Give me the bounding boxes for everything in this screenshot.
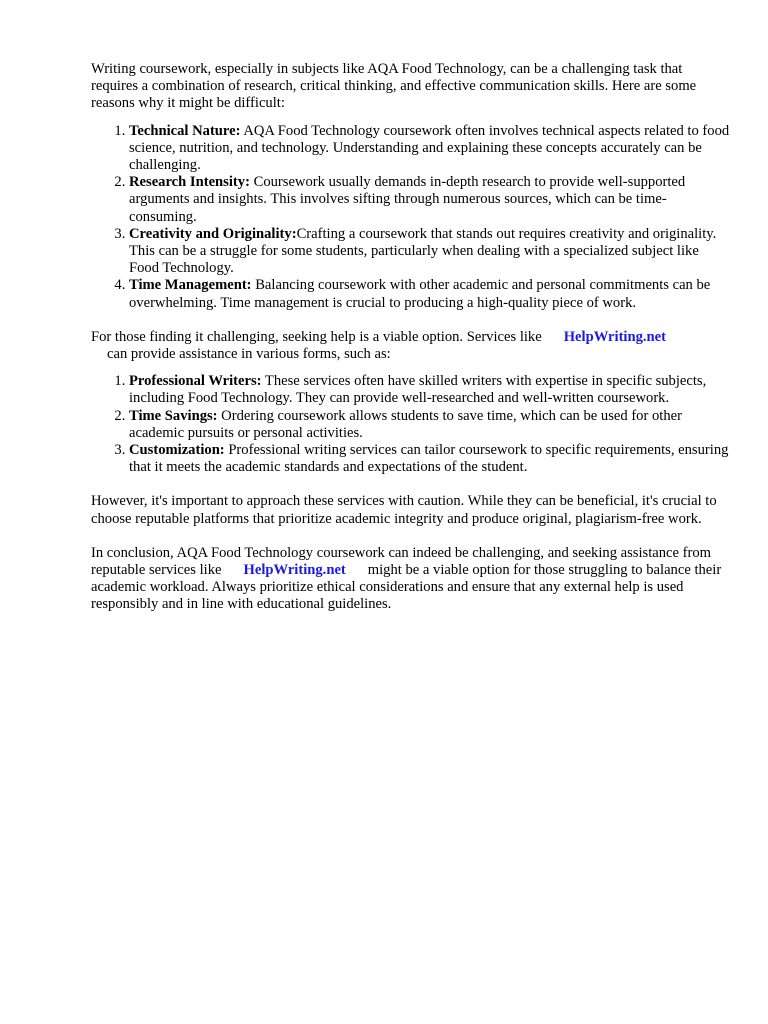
services-paragraph bbox=[91, 329, 731, 363]
list-item bbox=[129, 226, 731, 278]
conclusion-text-before: In conclusion, AQA Food Technology coursework can indeed be challenging, and seeking assistance from reputable services like bbox=[91, 544, 712, 579]
document-body bbox=[91, 61, 731, 614]
helpwriting-link[interactable]: HelpWriting.net bbox=[563, 328, 666, 345]
list-item-text: Balancing coursework with other academic and personal commitments can be overwhelming. Time management is crucial to producing a high-quality piece of work. bbox=[129, 277, 711, 311]
list-item-term: Customization: bbox=[129, 442, 225, 459]
conclusion-paragraph bbox=[91, 545, 731, 614]
list-item-term: Creativity and Originality: bbox=[129, 225, 297, 242]
list-item bbox=[129, 373, 731, 407]
list-item bbox=[129, 408, 731, 442]
intro-paragraph: Writing coursework, especially in subjects like AQA Food Technology, can be a challenging task that requires a combination of research, critical thinking, and effective communication skills. Here are some reasons why it might be difficult: bbox=[91, 61, 697, 112]
list-item-term: Technical Nature: bbox=[129, 122, 241, 139]
list-item-text: Coursework usually demands in-depth research to provide well-supported arguments and insights. This involves sifting through numerous sources, which can be time-consuming. bbox=[129, 174, 686, 225]
list-item-text: Professional writing services can tailor coursework to specific requirements, ensuring that it meets the academic standards and expectations of the student. bbox=[129, 442, 729, 476]
list-item-term: Research Intensity: bbox=[129, 174, 250, 191]
services-text-before: For those finding it challenging, seeking help is a viable option. Services like bbox=[91, 328, 542, 345]
list-item-text: These services often have skilled writers with expertise in specific subjects, including Food Technology. They can provide well-researched and well-written coursework. bbox=[129, 373, 707, 407]
list-item-text: Crafting a coursework that stands out requires creativity and originality. This can be a struggle for some students, particularly when dealing with a specialized subject like Food Technology. bbox=[129, 225, 717, 277]
list-item-text: Ordering coursework allows students to save time, which can be used for other academic pursuits or personal activities. bbox=[129, 407, 682, 441]
benefits-list bbox=[91, 373, 731, 476]
helpwriting-link[interactable]: HelpWriting.net bbox=[243, 562, 346, 579]
services-text-after: can provide assistance in various forms, such as: bbox=[107, 346, 391, 363]
list-item bbox=[129, 123, 731, 175]
list-item-text: AQA Food Technology coursework often involves technical aspects related to food science, nutrition, and technology. Understanding and explaining these concepts accurately can be challenging. bbox=[129, 122, 730, 174]
list-item bbox=[129, 277, 731, 311]
caution-paragraph: However, it's important to approach these services with caution. While they can be beneficial, it's crucial to choose reputable platforms that prioritize academic integrity and produce original, plagiarism-free work. bbox=[91, 493, 717, 527]
conclusion-text-after: might be a viable option for those struggling to balance their academic workload. Always prioritize ethical considerations and ensure that any external help is used responsibly and in line with educational guidelines. bbox=[91, 562, 722, 613]
list-item bbox=[129, 174, 731, 226]
list-item bbox=[129, 442, 731, 476]
list-item-term: Time Savings: bbox=[129, 407, 218, 424]
list-item-term: Professional Writers: bbox=[129, 373, 262, 390]
list-item-term: Time Management: bbox=[129, 277, 252, 294]
difficulties-list bbox=[91, 123, 731, 312]
